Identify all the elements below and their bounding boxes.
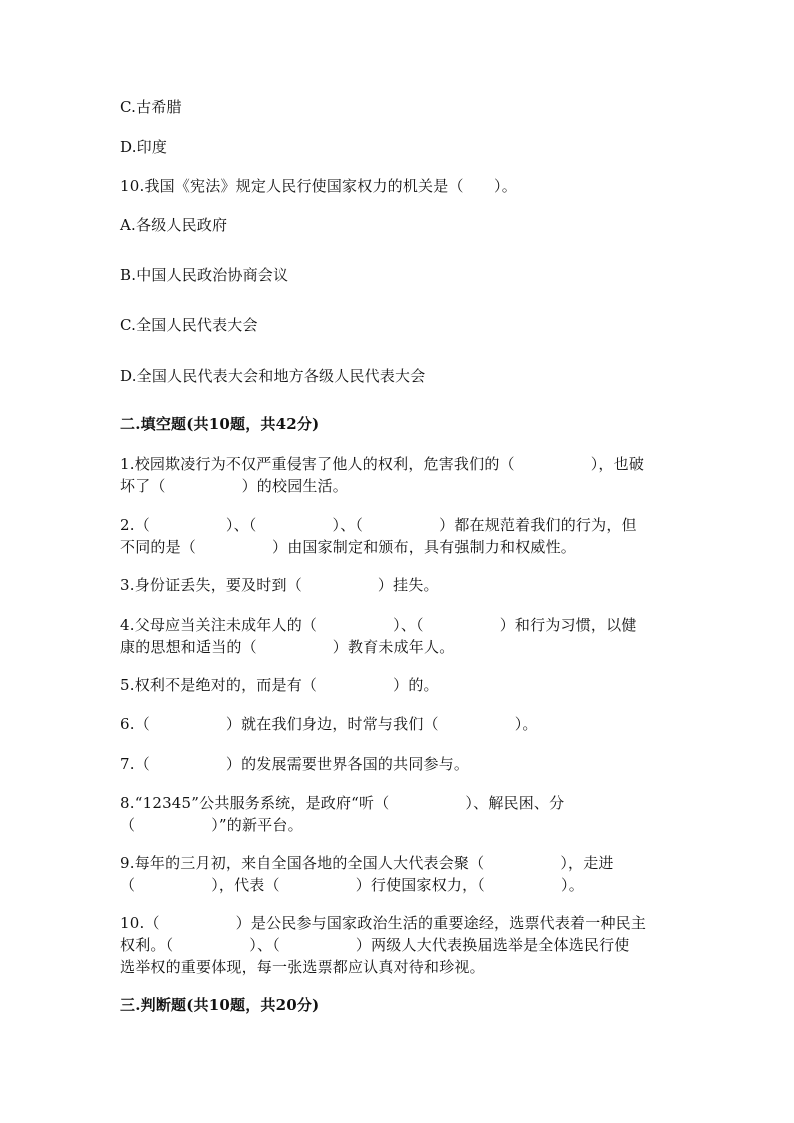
fill-item-8-line-2: （ ）”的新平台。 bbox=[120, 816, 303, 834]
fill-item-2-line-2: 不同的是（ ）由国家制定和颁布，具有强制力和权威性。 bbox=[120, 538, 577, 556]
q10-option-d: D.全国人民代表大会和地方各级人民代表大会 bbox=[120, 367, 426, 385]
fill-item-4-line-1: 4.父母应当关注未成年人的（ ）、（ ）和行为习惯，以健 bbox=[120, 616, 637, 634]
fill-item-2-line-1: 2.（ ）、（ ）、（ ）都在规范着我们的行为，但 bbox=[120, 516, 637, 534]
section3-heading: 三.判断题(共10题，共20分) bbox=[120, 996, 320, 1014]
fill-item-6: 6.（ ）就在我们身边，时常与我们（ ）。 bbox=[120, 715, 538, 733]
q9-option-c: C.古希腊 bbox=[120, 98, 182, 116]
fill-item-1-line-1: 1.校园欺凌行为不仅严重侵害了他人的权利，危害我们的（ ），也破 bbox=[120, 455, 645, 473]
fill-item-9-line-1: 9.每年的三月初，来自全国各地的全国人大代表会聚（ ），走进 bbox=[120, 854, 614, 872]
fill-item-8-line-1: 8.“12345”公共服务系统，是政府“听（ ）、解民困、分 bbox=[120, 794, 565, 812]
fill-item-5: 5.权利不是绝对的，而是有（ ）的。 bbox=[120, 676, 439, 694]
fill-item-9-line-2: （ ），代表（ ）行使国家权力，（ ）。 bbox=[120, 876, 584, 894]
fill-item-4-line-2: 康的思想和适当的（ ）教育未成年人。 bbox=[120, 638, 455, 656]
fill-item-1-line-2: 坏了（ ）的校园生活。 bbox=[120, 477, 349, 495]
q10-stem: 10.我国《宪法》规定人民行使国家权力的机关是（ ）。 bbox=[120, 177, 517, 195]
fill-item-7: 7.（ ）的发展需要世界各国的共同参与。 bbox=[120, 755, 470, 773]
q9-option-d: D.印度 bbox=[120, 138, 168, 156]
fill-item-10-line-1: 10.（ ）是公民参与国家政治生活的重要途经，选票代表着一种民主 bbox=[120, 914, 647, 932]
fill-item-3: 3.身份证丢失，要及时到（ ）挂失。 bbox=[120, 576, 439, 594]
fill-item-10-line-2: 权利。（ ）、（ ）两级人大代表换届选举是全体选民行使 bbox=[120, 936, 630, 954]
q10-option-b: B.中国人民政治协商会议 bbox=[120, 266, 289, 284]
section2-heading: 二.填空题(共10题，共42分) bbox=[120, 415, 320, 433]
fill-item-10-line-3: 选举权的重要体现，每一张选票都应认真对待和珍视。 bbox=[120, 958, 485, 976]
q10-option-c: C.全国人民代表大会 bbox=[120, 316, 258, 334]
q10-option-a: A.各级人民政府 bbox=[120, 216, 228, 234]
